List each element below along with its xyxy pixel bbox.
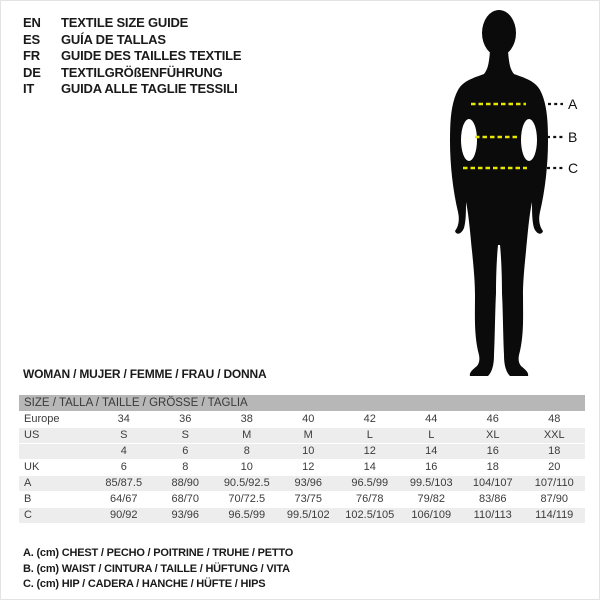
size-cell: 102.5/105 bbox=[345, 509, 395, 521]
size-cell: 38 bbox=[240, 413, 253, 425]
size-cell: L bbox=[366, 429, 373, 441]
size-cell: 10 bbox=[302, 445, 315, 457]
size-cell: 10 bbox=[240, 461, 253, 473]
size-cell: S bbox=[181, 429, 189, 441]
size-cell: 18 bbox=[548, 445, 561, 457]
size-cell: 20 bbox=[548, 461, 561, 473]
chest-label: A bbox=[568, 96, 578, 112]
language-row bbox=[23, 48, 241, 65]
table-row bbox=[19, 460, 585, 476]
size-cell: 85/87.5 bbox=[105, 477, 143, 489]
size-cell: 104/107 bbox=[472, 477, 513, 489]
language-row bbox=[23, 81, 241, 98]
size-cell: 14 bbox=[425, 445, 438, 457]
size-cell: 96.5/99 bbox=[351, 477, 389, 489]
size-cell: 34 bbox=[117, 413, 130, 425]
size-cell: 6 bbox=[182, 445, 189, 457]
size-cell: 64/67 bbox=[109, 493, 138, 505]
row-label bbox=[19, 444, 93, 459]
language-label: GUIDA ALLE TAGLIE TESSILI bbox=[61, 81, 238, 96]
size-cell: 99.5/102 bbox=[286, 509, 330, 521]
language-label: TEXTILE SIZE GUIDE bbox=[61, 15, 189, 30]
language-code: IT bbox=[23, 81, 35, 96]
size-cell: M bbox=[242, 429, 252, 441]
language-label: TEXTILGRÖßENFÜHRUNG bbox=[61, 64, 223, 80]
language-code: FR bbox=[23, 48, 40, 63]
size-cell: 8 bbox=[182, 461, 189, 473]
size-cell: 110/113 bbox=[473, 509, 512, 521]
table-row bbox=[19, 492, 585, 508]
size-cell: 8 bbox=[243, 445, 250, 457]
size-cell: 6 bbox=[120, 461, 127, 473]
section-title: WOMAN / MUJER / FEMME / FRAU / DONNA bbox=[23, 367, 267, 381]
size-cell: 12 bbox=[363, 445, 376, 457]
row-label: Europe bbox=[24, 413, 60, 425]
language-code: DE bbox=[23, 64, 41, 80]
figure-panel bbox=[401, 1, 600, 381]
size-cell: 99.5/103 bbox=[409, 477, 453, 489]
silhouette-shape bbox=[450, 10, 548, 376]
hip-label: C bbox=[568, 160, 579, 176]
row-label: UK bbox=[24, 461, 40, 473]
size-cell: XXL bbox=[543, 429, 565, 441]
row-label: A bbox=[24, 477, 32, 489]
row-label: US bbox=[24, 429, 40, 441]
size-cell: 14 bbox=[363, 461, 376, 473]
row-label: C bbox=[24, 509, 32, 521]
size-cell: 68/70 bbox=[171, 493, 200, 505]
size-cell: 46 bbox=[486, 413, 499, 425]
legend-line: A. (cm) CHEST / PECHO / POITRINE / TRUHE / PETTO bbox=[23, 547, 294, 559]
language-list bbox=[23, 15, 241, 98]
size-cell: 42 bbox=[363, 413, 376, 425]
size-cell: L bbox=[428, 429, 435, 441]
size-cell: 18 bbox=[486, 461, 499, 473]
size-cell: 106/109 bbox=[411, 509, 452, 521]
woman-silhouette bbox=[401, 1, 600, 381]
language-label: GUIDE DES TAILLES TEXTILE bbox=[61, 48, 242, 63]
size-cell: 16 bbox=[425, 461, 438, 473]
size-cell: 87/90 bbox=[540, 493, 569, 505]
size-cell: 76/78 bbox=[355, 493, 384, 505]
language-label: GUÍA DE TALLAS bbox=[61, 31, 166, 47]
legend-line: B. (cm) WAIST / CINTURA / TAILLE / HÜFTUNG / VITA bbox=[23, 562, 290, 575]
size-cell: M bbox=[303, 429, 313, 441]
size-cell: 83/86 bbox=[478, 493, 507, 505]
table-row bbox=[19, 508, 585, 524]
size-cell: 90.5/92.5 bbox=[223, 477, 270, 489]
size-cell: 114/119 bbox=[535, 509, 574, 521]
size-table-header: SIZE / TALLA / TAILLE / GRÖSSE / TAGLIA bbox=[19, 395, 585, 411]
size-table-rows bbox=[19, 412, 585, 524]
size-cell: 107/110 bbox=[534, 477, 574, 489]
size-table bbox=[19, 395, 585, 524]
size-cell: 16 bbox=[486, 445, 499, 457]
language-code: EN bbox=[23, 15, 41, 30]
size-cell: 93/96 bbox=[294, 477, 323, 489]
table-row bbox=[19, 428, 585, 444]
table-row bbox=[19, 476, 585, 492]
size-cell: 36 bbox=[179, 413, 192, 425]
size-cell: 88/90 bbox=[171, 477, 200, 489]
waist-label: B bbox=[568, 129, 578, 145]
size-cell: XL bbox=[486, 429, 500, 441]
language-row bbox=[23, 65, 241, 82]
legend-line: C. (cm) HIP / CADERA / HANCHE / HÜFTE / HIPS bbox=[23, 578, 266, 590]
size-cell: 40 bbox=[302, 413, 315, 425]
size-cell: 48 bbox=[548, 413, 561, 425]
size-cell: 90/92 bbox=[109, 509, 138, 521]
size-cell: 44 bbox=[425, 413, 438, 425]
size-cell: 73/75 bbox=[294, 493, 323, 505]
table-row bbox=[19, 412, 585, 428]
measurement-legend bbox=[23, 546, 293, 593]
size-cell: 79/82 bbox=[417, 493, 446, 505]
size-cell: 93/96 bbox=[171, 509, 200, 521]
row-label: B bbox=[24, 493, 32, 505]
size-cell: 4 bbox=[120, 445, 127, 457]
size-cell: 70/72.5 bbox=[228, 493, 266, 505]
language-row bbox=[23, 15, 241, 32]
language-code: ES bbox=[23, 31, 40, 47]
language-row bbox=[23, 32, 241, 49]
size-cell: 12 bbox=[302, 461, 315, 473]
size-cell: 96.5/99 bbox=[228, 509, 266, 521]
table-row bbox=[19, 444, 585, 460]
size-cell: S bbox=[120, 429, 128, 441]
